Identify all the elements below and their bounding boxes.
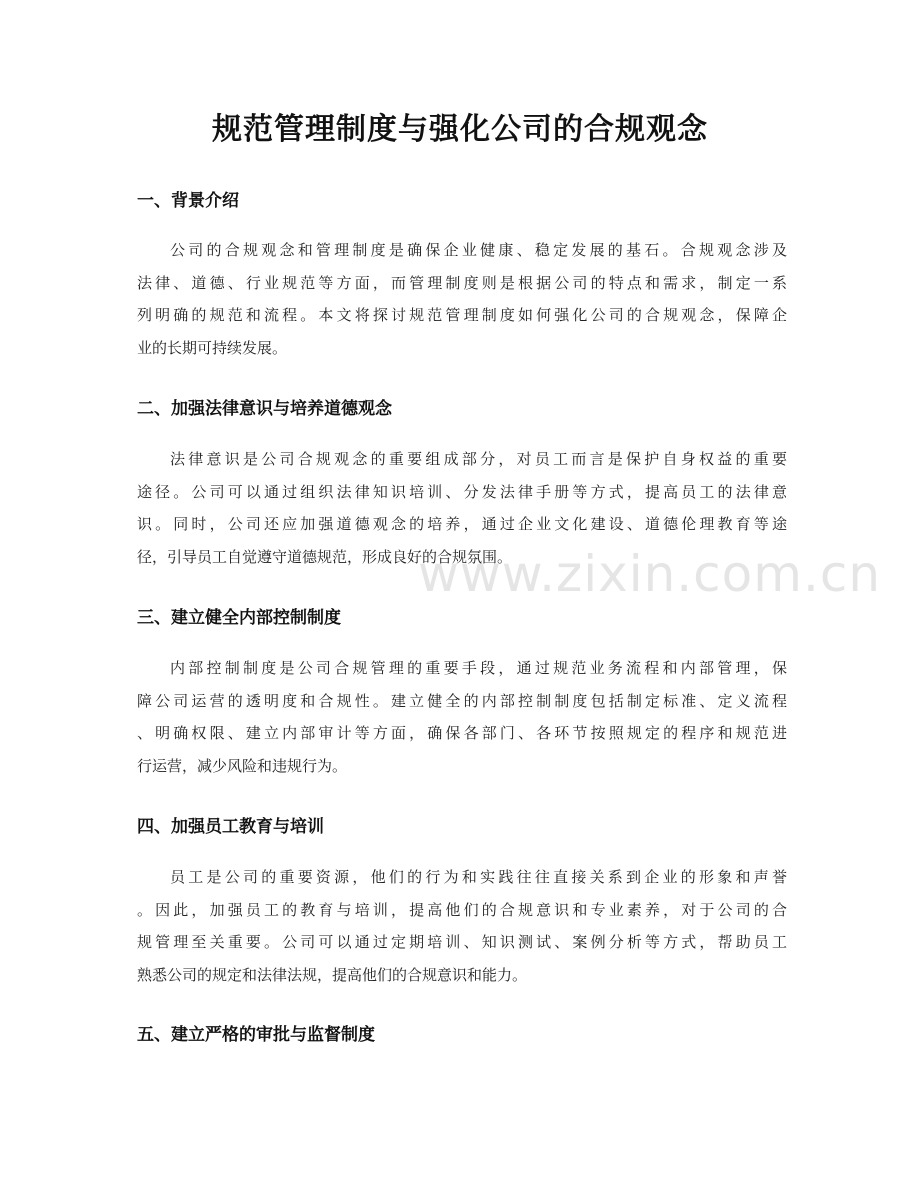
- section-heading-internal-control: 三、建立健全内部控制制度: [137, 608, 341, 628]
- paragraph-line: 规管理至关重要。公司可以通过定期培训、知识测试、案例分析等方式，帮助员工: [137, 933, 787, 951]
- paragraph-line: 公司的合规观念和管理制度是确保企业健康、稳定发展的基石。合规观念涉及: [170, 241, 787, 259]
- section-heading-background: 一、背景介绍: [137, 191, 239, 211]
- paragraph-line: 识。同时，公司还应加强道德观念的培养，通过企业文化建设、道德伦理教育等途: [137, 515, 787, 533]
- section-heading-employee-training: 四、加强员工教育与培训: [137, 817, 324, 837]
- section-paragraph-internal-control: [137, 652, 787, 782]
- paragraph-line: 内部控制制度是公司合规管理的重要手段，通过规范业务流程和内部管理，保: [170, 659, 787, 677]
- paragraph-line: 列明确的规范和流程。本文将探讨规范管理制度如何强化公司的合规观念，保障企: [137, 306, 787, 324]
- paragraph-line: 、明确权限、建立内部审计等方面，确保各部门、各环节按照规定的程序和规范进: [137, 724, 787, 742]
- paragraph-line: 径，引导员工自觉遵守道德规范，形成良好的合规氛围。: [137, 547, 513, 566]
- section-paragraph-background: [137, 234, 787, 364]
- paragraph-line: 员工是公司的重要资源，他们的行为和实践往往直接关系到企业的形象和声誉: [170, 868, 787, 886]
- paragraph-line: 行运营，减少风险和违规行为。: [137, 756, 348, 775]
- section-heading-approval-supervision: 五、建立严格的审批与监督制度: [137, 1025, 375, 1045]
- section-heading-legal-ethics: 二、加强法律意识与培养道德观念: [137, 399, 392, 419]
- section-paragraph-employee-training: [137, 861, 787, 991]
- paragraph-line: 法律、道德、行业规范等方面，而管理制度则是根据公司的特点和需求，制定一系: [137, 273, 787, 292]
- document-title: 规范管理制度与强化公司的合规观念: [212, 112, 708, 147]
- paragraph-line: 业的长期可持续发展。: [137, 338, 288, 357]
- paragraph-line: 法律意识是公司合规观念的重要组成部分，对员工而言是保护自身权益的重要: [170, 450, 787, 468]
- section-paragraph-legal-ethics: [137, 443, 787, 573]
- paragraph-line: 熟悉公司的规定和法律法规，提高他们的合规意识和能力。: [137, 965, 528, 984]
- paragraph-line: 。因此，加强员工的教育与培训，提高他们的合规意识和专业素养，对于公司的合: [137, 900, 787, 919]
- watermark: www.zixin.com.cn: [418, 545, 882, 603]
- paragraph-line: 障公司运营的透明度和合规性。建立健全的内部控制制度包括制定标准、定义流程: [137, 691, 787, 710]
- paragraph-line: 途径。公司可以通过组织法律知识培训、分发法律手册等方式，提高员工的法律意: [137, 482, 787, 501]
